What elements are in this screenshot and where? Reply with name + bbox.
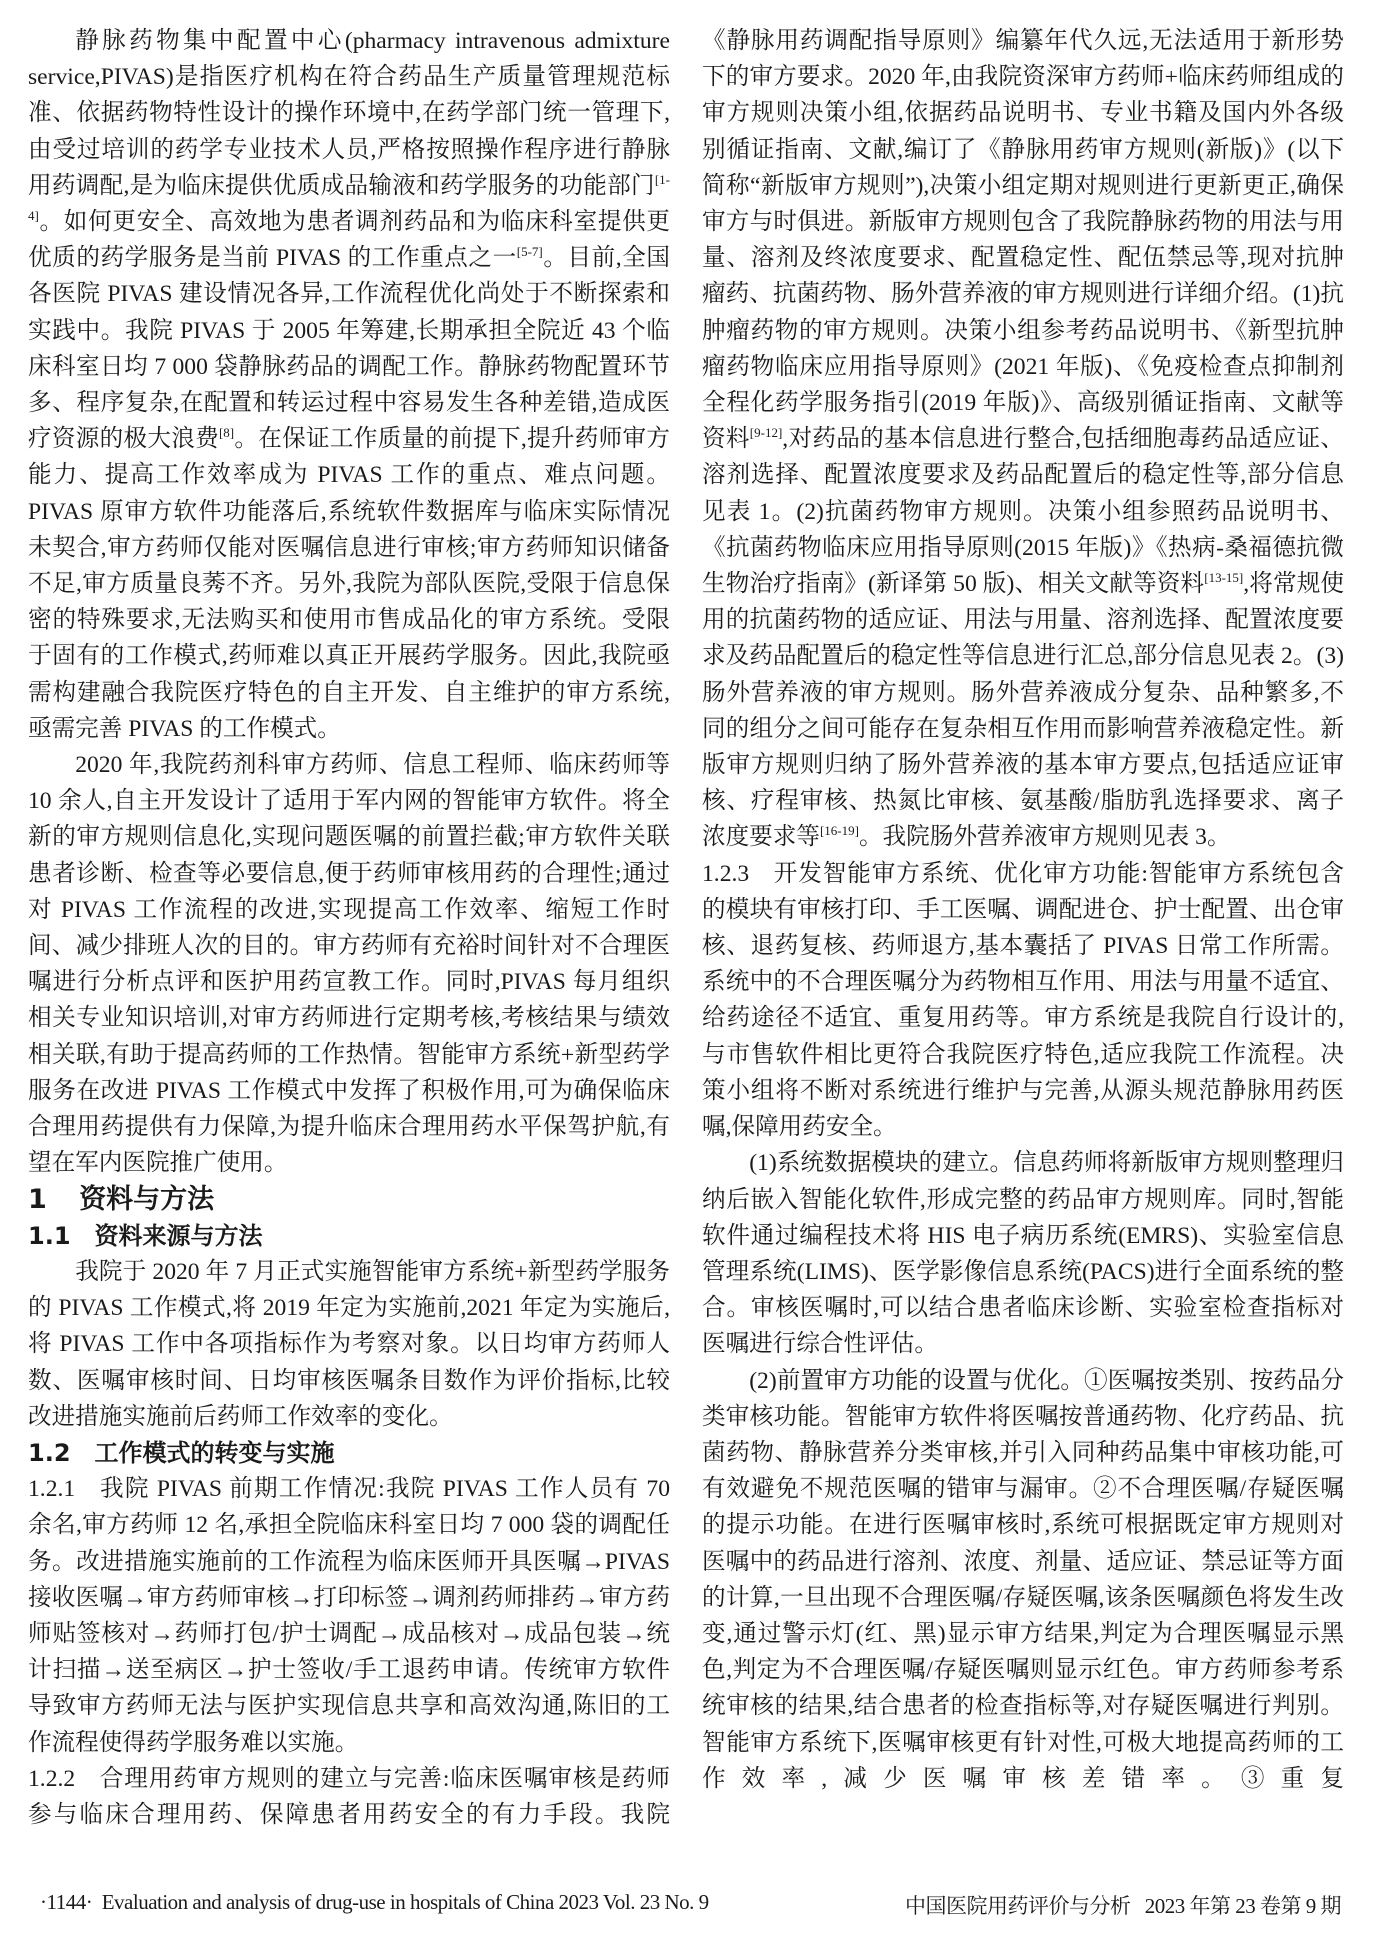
pre-review-paragraph: (2)前置审方功能的设置与优化。①医嘱按类别、按药品分类审核功能。智能审方软件将医嘱按普通药物、化疗药品、抗菌药物、静脉营养分类审核,并引入同种药品集中审核功能,可有效避免不规范医嘱的错审与漏审。②不合理医嘱/存疑医嘱的提示功能。在进行医嘱审核时,系统可根据既定审方规则对医嘱中的药品进行溶剂、浓度、剂量、适应证、禁忌证等方面的计算,一旦出现不合理医嘱/存疑医嘱,该条医嘱颜色将发生改变,通过警示灯(红、黑)显示审方结果,判定为合理医嘱显示黑色,判定为不合理医嘱/存疑医嘱则显示红色。审方药师参考系统审核的结果,结合患者的检查指标等,对存疑医嘱进行判别。智能审方系统下,医嘱审核更有针对性,可极大地提高药师的工作效率,减少医嘱审核差错率。③重复 <box>702 1367 1344 1792</box>
text: 我院 PIVAS 前期工作情况:我院 PIVAS 工作人员有 70 余名,审方药师 12 名,承担全院临床科室日均 7 000 袋的调配任务。改进措施实施前的工作流程为临床医师开具医嘱→PIVAS 接收医嘱→审方药师审核→打印标签→调剂药师排药→审方药师贴签核对→药师打包/护士调配→成品核对→成品包装→统计扫描→送至病区→护士签收/手工退药申请。传统审方软件导致审方药师无法与医护实现信息共享和高效沟通,陈旧的工作流程使得药学服务难以实施。 <box>28 1476 670 1756</box>
section-title: 工作模式的转变与实施 <box>94 1438 335 1467</box>
citation: [16-19] <box>819 823 859 839</box>
paragraph-1-2-3 <box>702 856 1344 1146</box>
text: 开发智能审方系统、优化审方功能:智能审方系统包含的模块有审核打印、手工医嘱、调配进仓、护士配置、出仓审核、退药复核、药师退方,基本囊括了 PIVAS 日常工作所需。系统中的不合理医嘱分为药物相互作用、用法与用量不适宜、给药途径不适宜、重复用药等。审方系统是我院自行设计的,与市售软件相比更符合我院医疗特色,适应我院工作流程。决策小组将不断对系统进行维护与完善,从源头规范静脉用药医嘱,保障用药安全。 <box>702 860 1344 1141</box>
text: 。目前,全国各医院 PIVAS 建设情况各异,工作流程优化尚处于不断探索和实践中。我院 PIVAS 于 2005 年筹建,长期承担全院近 43 个临床科室日均 7 000 袋静脉药品的调配工作。静脉药物配置环节多、程序复杂,在配置和转运过程中容易发生各种差错,造成医疗资源的极大浪费 <box>28 245 670 453</box>
section-number: 1.2.1 <box>28 1476 76 1503</box>
right-column <box>702 23 1344 1797</box>
text: 《静脉用药调配指导原则》编纂年代久远,无法适用于新形势下的审方要求。2020 年,由我院资深审方药师+临床药师组成的审方规则决策小组,依据药品说明书、专业书籍及国内外各级别循证指南、文献,编订了《静脉用药审方规则(新版)》(以下简称“新版审方规则”),决策小组定期对规则进行更新更正,确保审方与时俱进。新版审方规则包含了我院静脉药物的用法与用量、溶剂及终浓度要求、配置稳定性、配伍禁忌等,现对抗肿瘤药、抗菌药物、肠外营养液的审方规则进行详细介绍。(1)抗肿瘤药物的审方规则。决策小组参考药品说明书、《新型抗肿瘤药物临床应用指导原则》(2021 年版)、《免疫检查点抑制剂全程化药学服务指引(2019 年版)》、高级别循证指南、文献等资料 <box>702 28 1344 453</box>
text: ,对药品的基本信息进行整合,包括细胞毒药品适应证、溶剂选择、配置浓度要求及药品配置后的稳定性等,部分信息见表 1。(2)抗菌药物审方规则。决策小组参照药品说明书、《抗菌药物临床应用指导原则(2015 年版)》《热病-桑福德抗微生物治疗指南》(新译第 50 版)、相关文献等资料 <box>702 426 1345 598</box>
citation: [13-15] <box>1204 570 1244 586</box>
text: ,将常规使用的抗菌药物的适应证、用法与用量、溶剂选择、配置浓度要求及药品配置后的稳定性等信息进行汇总,部分信息见表 2。(3)肠外营养液的审方规则。肠外营养液成分复杂、品种繁多,不同的组分之间可能存在复杂相互作用而影响营养液稳定性。新版审方规则归纳了肠外营养液的基本审方要点,包括适应证审核、疗程审核、热氮比审核、氨基酸/脂肪乳选择要求、离子浓度要求等 <box>702 571 1345 851</box>
footer-journal-en: ·1144· Evaluation and analysis of drug-use in hospitals of China 2023 Vol. 23 No. 9 <box>40 1890 709 1914</box>
text: 。在保证工作质量的前提下,提升药师审方能力、提高工作效率成为 PIVAS 工作的重点、难点问题。PIVAS 原审方软件功能落后,系统软件数据库与临床实际情况未契合,审方药师仅能对医嘱信息进行审核;审方药师知识储备不足,审方质量良莠不齐。另外,我院为部队医院,受限于信息保密的特殊要求,无法购买和使用市售成品化的审方系统。受限于固有的工作模式,药师难以真正开展药学服务。因此,我院亟需构建融合我院医疗特色的自主开发、自主维护的审方系统,亟需完善 PIVAS 的工作模式。 <box>28 426 670 742</box>
subsection-heading-1-1 <box>28 1218 670 1254</box>
section-title: 资料来源与方法 <box>94 1221 263 1250</box>
data-module-paragraph: (1)系统数据模块的建立。信息药师将新版审方规则整理归纳后嵌入智能化软件,形成完整的药品审方规则库。同时,智能软件通过编程技术将 HIS 电子病历系统(EMRS)、实验室信息管理系统(LIMS)、医学影像信息系统(PACS)进行全面系统的整合。审核医嘱时,可以结合患者临床诊断、实验室检查指标对医嘱进行综合性评估。 <box>702 1150 1344 1358</box>
section-number: 1.2.3 <box>702 860 750 887</box>
text: 静脉药物集中配置中心(pharmacy intravenous admixture service,PIVAS)是指医疗机构在符合药品生产质量管理规范标准、依据药物特性设计的操作环境中,在药学部门统一管理下,由受过培训的药学专业技术人员,严格按照操作程序进行静脉用药调配,是为临床提供优质成品输液和药学服务的功能部门 <box>28 28 670 199</box>
intro-paragraph-1 <box>28 23 670 747</box>
page-footer <box>40 1890 1341 1920</box>
section-title: 资料与方法 <box>79 1183 215 1215</box>
citation: [1-4] <box>28 171 670 224</box>
text: 。我院肠外营养液审方规则见表 3。 <box>858 824 1231 851</box>
paragraph-1-2-1 <box>28 1471 670 1761</box>
subsection-heading-1-2 <box>28 1435 670 1471</box>
section-number: 1.1 <box>28 1221 71 1250</box>
footer-journal-cn: 中国医院用药评价与分析 2023 年第 23 卷第 9 期 <box>905 1894 1341 1918</box>
section-number: 1.2.2 <box>28 1765 76 1792</box>
text: 。如何更安全、高效地为患者调剂药品和为临床科室提供更优质的药学服务是当前 PIVAS 的工作重点之一 <box>28 209 670 272</box>
citation: [9-12] <box>749 425 783 441</box>
citation: [5-7] <box>516 244 543 260</box>
paragraph-1-2-2 <box>28 1761 670 1833</box>
intro-paragraph-2: 2020 年,我院药剂科审方药师、信息工程师、临床药师等 10 余人,自主开发设计了适用于军内网的智能审方软件。将全新的审方规则信息化,实现问题医嘱的前置拦截;审方软件关联患者诊断、检查等必要信息,便于药师审核用药的合理性;通过对 PIVAS 工作流程的改进,实现提高工作效率、缩短工作时间、减少排班人次的目的。审方药师有充裕时间针对不合理医嘱进行分析点评和医护用药宣教工作。同时,PIVAS 每月组织相关专业知识培训,对审方药师进行定期考核,考核结果与绩效相关联,有助于提高药师的工作热情。智能审方系统+新型药学服务在改进 PIVAS 工作模式中发挥了积极作用,可为确保临床合理用药提供有力保障,为提升临床合理用药水平保驾护航,有望在军内医院推广使用。 <box>28 752 670 1177</box>
section-heading-1 <box>28 1182 670 1218</box>
section-number: 1.2 <box>28 1438 71 1467</box>
text: 合理用药审方规则的建立与完善:临床医嘱审核是药师参与临床合理用药、保障患者用药安全的有力手段。我院 <box>28 1765 670 1828</box>
rules-paragraph <box>702 23 1344 856</box>
methods-paragraph: 我院于 2020 年 7 月正式实施智能审方系统+新型药学服务的 PIVAS 工作模式,将 2019 年定为实施前,2021 年定为实施后,将 PIVAS 工作中各项指标作为考察对象。以日均审方药师人数、医嘱审核时间、日均审核医嘱条目数作为评价指标,比较改进措施实施前后药师工作效率的变化。 <box>28 1258 670 1430</box>
left-column <box>28 23 670 1833</box>
citation: [8] <box>218 425 235 441</box>
section-number: 1 <box>28 1183 47 1215</box>
